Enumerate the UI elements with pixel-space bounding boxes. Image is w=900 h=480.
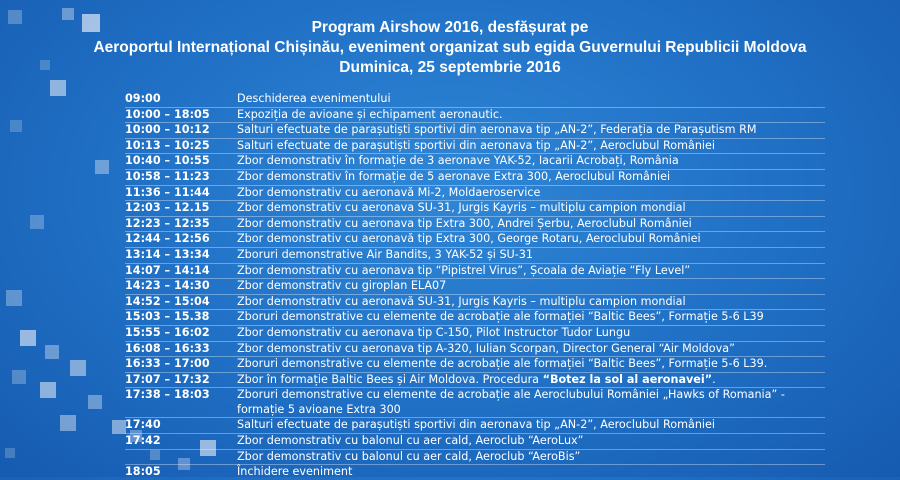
schedule-time: 17:40	[125, 418, 161, 432]
schedule-row	[125, 341, 825, 357]
schedule-description: Zbor demonstrativ cu aeronavă SU-31, Jurgis Kayris – multiplu campion mondial	[237, 294, 686, 308]
schedule-description: Zbor demonstrativ cu aeronava tip Extra 300, Andrei Șerbu, Aeroclubul României	[237, 216, 692, 230]
schedule-time: 14:23 – 14:30	[125, 279, 210, 293]
schedule-row	[125, 372, 825, 388]
schedule-description: Zbor demonstrativ cu aeronavă Mi-2, Moldaeroservice	[237, 185, 541, 199]
schedule-row	[125, 247, 825, 263]
schedule-time: 14:52 – 15:04	[125, 294, 210, 308]
schedule-row	[125, 294, 825, 310]
schedule-description: Zboruri demonstrative cu elemente de acrobație ale formației “Baltic Bees”, Formație 5-6 L39	[237, 310, 764, 324]
schedule-description: Închidere eveniment	[237, 465, 353, 479]
schedule-time: 16:08 – 16:33	[125, 341, 210, 355]
schedule-time: 14:07 – 14:14	[125, 263, 210, 277]
schedule-row	[125, 216, 825, 232]
schedule-row	[125, 309, 825, 325]
schedule-row	[125, 278, 825, 294]
schedule-time: 17:38 – 18:03	[125, 388, 210, 402]
schedule-row	[125, 92, 825, 107]
schedule-time: 17:42	[125, 434, 161, 448]
header-date: Duminica, 25 septembrie 2016	[339, 59, 561, 76]
schedule-description: Zbor demonstrativ cu aeronavă tip Extra 300, George Rotaru, Aeroclubul României	[237, 232, 701, 246]
schedule-description: Zbor demonstrativ cu balonul cu aer cald, Aeroclub “AeroBis”	[237, 449, 581, 463]
schedule-row	[125, 449, 825, 465]
schedule-row	[125, 169, 825, 185]
schedule-time: 10:58 – 11:23	[125, 169, 210, 183]
schedule-description: Zboruri demonstrative cu elemente de acrobație ale formației “Baltic Bees”, Formație 5-6 L39.	[237, 357, 768, 371]
schedule-time: 11:36 – 11:44	[125, 185, 210, 199]
schedule-time: 15:55 – 16:02	[125, 325, 210, 339]
schedule-row	[125, 464, 825, 480]
schedule-description-bold: “Botez la sol al aeronavei”	[542, 372, 713, 386]
schedule-description: formație 5 avioane Extra 300	[237, 402, 401, 416]
schedule-row	[125, 356, 825, 372]
schedule-list	[125, 92, 825, 480]
schedule-time: 18:05	[125, 465, 161, 479]
schedule-description: Deschiderea evenimentului	[237, 92, 391, 105]
schedule-description: Zbor în formație Baltic Bees și Air Moldova. Procedura “Botez la sol al aeronavei”.	[237, 372, 716, 386]
schedule-row	[125, 433, 825, 449]
schedule-description: Salturi efectuate de parașutiști sportivi din aeronava tip „AN-2”, Aeroclubul României	[237, 138, 716, 152]
schedule-description: Expoziția de avioane și echipament aeronautic.	[237, 107, 503, 121]
schedule-description: Zbor demonstrativ cu balonul cu aer cald, Aeroclub “AeroLux”	[237, 434, 584, 448]
schedule-description: Zbor demonstrativ în formație de 5 aeronave Extra 300, Aeroclubul României	[237, 169, 671, 183]
schedule-time: 17:07 – 17:32	[125, 372, 210, 386]
schedule-row	[125, 200, 825, 216]
schedule-time: 12:23 – 12:35	[125, 216, 210, 230]
schedule-description: Zbor demonstrativ cu aeronava tip “Pipistrel Virus”, Școala de Aviație “Fly Level”	[237, 263, 691, 277]
schedule-time: 16:33 – 17:00	[125, 357, 210, 371]
schedule-description: Zboruri demonstrative Air Bandits, 3 YAK-52 și SU-31	[237, 247, 534, 261]
schedule-time: 15:03 – 15.38	[125, 310, 210, 324]
schedule-row	[125, 387, 825, 417]
schedule-time: 12:03 – 12.15	[125, 201, 210, 215]
schedule-description: Zbor demonstrativ cu aeronava tip A-320, Iulian Scorpan, Director General “Air Moldova”	[237, 341, 735, 355]
schedule-description: Salturi efectuate de parașutiști sportivi din aeronava tip „AN-2”, Federația de Parașutism RM	[237, 123, 757, 137]
header-title: Program Airshow 2016, desfășurat pe	[311, 19, 589, 36]
schedule-row	[125, 185, 825, 201]
schedule-row	[125, 122, 825, 138]
schedule-time: 09:00	[125, 92, 161, 105]
schedule-row	[125, 107, 825, 123]
schedule-row	[125, 325, 825, 341]
program-header	[0, 18, 900, 78]
schedule-description: Zbor demonstrativ cu aeronava tip C-150, Pilot Instructor Tudor Lungu	[237, 325, 631, 339]
schedule-time: 10:00 – 10:12	[125, 123, 210, 137]
schedule-row	[125, 138, 825, 154]
schedule-description: Zbor demonstrativ cu giroplan ELA07	[237, 279, 447, 293]
schedule-time: 10:40 – 10:55	[125, 154, 210, 168]
schedule-row	[125, 231, 825, 247]
schedule-time: 12:44 – 12:56	[125, 232, 210, 246]
schedule-row	[125, 417, 825, 433]
schedule-time: 10:13 – 10:25	[125, 138, 210, 152]
schedule-time: 10:00 – 18:05	[125, 107, 210, 121]
schedule-description: Zboruri demonstrative cu elemente de acrobație ale Aeroclubului României „Hawks of Romania” -	[237, 388, 785, 402]
schedule-description: Salturi efectuate de parașutiști sportivi din aeronava tip „AN-2”, Aeroclubul României	[237, 418, 716, 432]
header-subtitle: Aeroportul Internațional Chișinău, eveniment organizat sub egida Guvernului Republicii Moldova	[93, 39, 807, 56]
schedule-description: Zbor demonstrativ cu aeronava SU-31, Jurgis Kayris – multiplu campion mondial	[237, 201, 686, 215]
schedule-row	[125, 263, 825, 279]
schedule-row	[125, 153, 825, 169]
schedule-description: Zbor demonstrativ în formație de 3 aeronave YAK-52, Iacarii Acrobați, România	[237, 154, 679, 168]
schedule-time: 13:14 – 13:34	[125, 247, 210, 261]
